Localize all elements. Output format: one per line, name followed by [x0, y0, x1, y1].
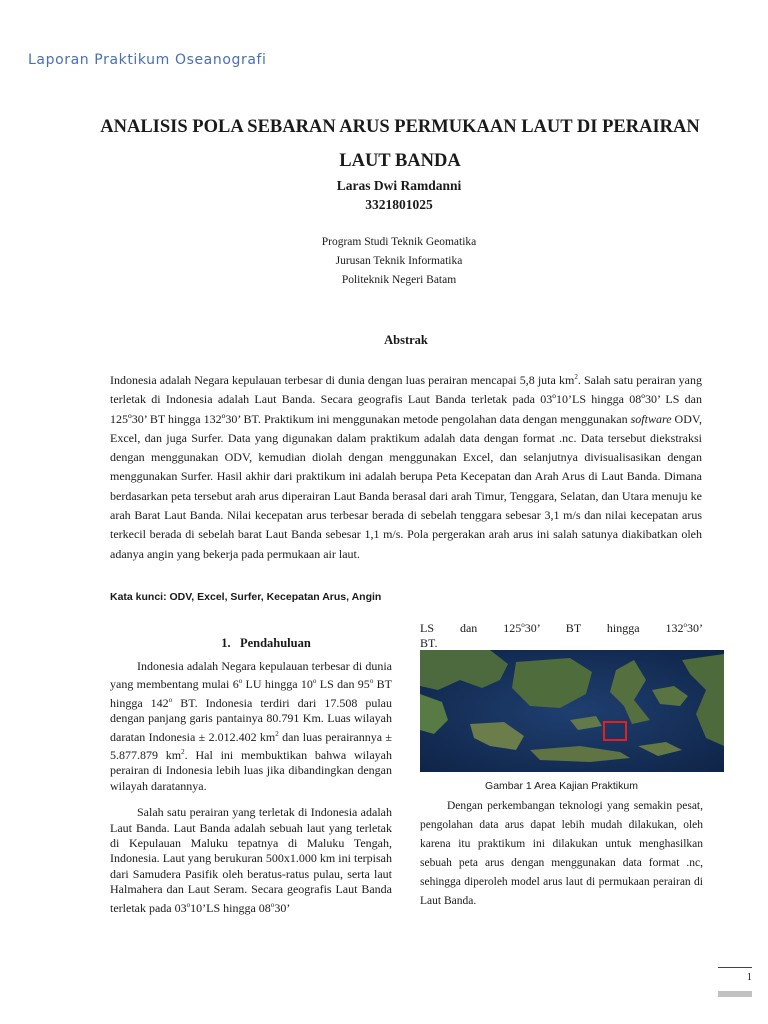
- text-run: LS dan 125: [420, 621, 522, 635]
- abstract-part: . Salah satu perairan yang terletak di Indonesia adalah Laut Banda. Secara geografis Laut Banda terletak pada 03º10’LS hingga 08º30’ LS dan 125º30’ BT hingga 132º30’ BT. Praktikum ini menggunakan metode pengolahan data dengan menggunakan: [110, 373, 702, 426]
- abstract-text: [110, 368, 702, 564]
- abstract-heading: Abstrak: [384, 333, 428, 347]
- affiliation-department: Jurusan Teknik Informatika: [335, 255, 463, 267]
- right-column-continuation: [420, 618, 703, 651]
- text-run: 30’: [687, 621, 703, 635]
- author-block: [0, 176, 768, 214]
- author-id: 3321801025: [365, 197, 433, 212]
- continued-line: [420, 618, 703, 636]
- text-run: BT hingga 142: [110, 677, 392, 710]
- author-name: Laras Dwi Ramdanni: [336, 178, 462, 193]
- text-run: BT. Indonesia terdiri dari 17.508 pulau dengan panjang garis pantainya 80.791 Km. Luas wilayah daratan Indonesia ± 2.012.402 km: [110, 695, 393, 744]
- intro-paragraph-1: [110, 659, 392, 794]
- superscript: o: [270, 900, 275, 909]
- superscript: o: [521, 621, 525, 629]
- text-run: LS dan 95: [316, 677, 370, 692]
- page-number-bar: [718, 991, 752, 997]
- text-run: LU hingga 10: [242, 677, 313, 692]
- text-run: dan luas perairannya ± 5.877.879 km: [110, 729, 392, 763]
- intro-paragraph-3: Dengan perkembangan teknologi yang semakin pesat, pengolahan data arus dapat lebih mudah dilakukan, oleh karena itu praktikum ini dilakukan untuk menghasilkan sebuah peta arus dengan menggunakan data format .nc, sehingga diperoleh model arus laut di permukaan perairan di Laut Banda.: [420, 800, 703, 907]
- text-run: Salah satu perairan yang terletak di Indonesia adalah Laut Banda. Laut Banda adalah sebuah laut yang terletak di Kepulauan Maluku tepatnya di Maluku Tengah, Indonesia. Laut yang berukuran 500x1.000 km ini terpisah dari Samudera Pasifik oleh beratus-ratus pulau, serta laut Halmahera dan Laut Seram. Secara geografis Laut Banda terletak pada 03: [110, 805, 392, 915]
- study-area-map-image: [420, 650, 724, 772]
- abstract-part: Indonesia adalah Negara kepulauan terbesar di dunia dengan luas perairan mencapai 5,8 juta km: [110, 373, 575, 387]
- intro-paragraph-2: [110, 805, 392, 916]
- text-run: 30’: [274, 900, 291, 915]
- left-column: [110, 632, 392, 916]
- text-run: Indonesia adalah Negara kepulauan terbesar di dunia yang membentang mulai 6: [110, 659, 392, 692]
- paper-title: ANALISIS POLA SEBARAN ARUS PERMUKAAN LAUT DI PERAIRAN LAUT BANDA: [100, 117, 700, 171]
- page-number: 1: [746, 972, 752, 983]
- figure-caption: Gambar 1 Area Kajian Praktikum: [485, 780, 638, 792]
- superscript: o: [312, 677, 317, 686]
- page-number-rule: [718, 967, 752, 968]
- superscript: o: [683, 621, 687, 629]
- keywords: Kata kunci: ODV, Excel, Surfer, Kecepatan Arus, Angin: [110, 591, 382, 603]
- section-title: 1. Pendahuluan: [221, 636, 311, 650]
- abstract-emphasis: software: [630, 411, 672, 426]
- superscript: o: [369, 677, 374, 686]
- text-run: 30’ BT hingga 132: [524, 621, 684, 635]
- superscript: o: [168, 695, 173, 704]
- affiliation-program: Program Studi Teknik Geomatika: [321, 236, 477, 248]
- superscript: 2: [181, 748, 185, 757]
- continued-line-end: BT.: [420, 636, 438, 650]
- text-run: 10’LS hingga 08: [190, 900, 271, 915]
- superscript: 2: [574, 373, 578, 381]
- superscript: o: [238, 677, 243, 686]
- superscript: 2: [275, 729, 279, 738]
- satellite-map-icon: [420, 650, 724, 772]
- text-run: . Hal ini membuktikan bahwa wilayah perairan di Indonesia lebih luas jika dibandingkan dengan wilayah daratannya.: [110, 748, 392, 793]
- abstract-part: ODV, Excel, dan juga Surfer. Data yang digunakan dalam praktikum adalah data dengan format .nc. Data tersebut diekstraksi dengan menggunakan ODV, kemudian diolah dengan menggunakan Excel, dan selanjutnya divisualisasikan dengan menggunakan Surfer. Hasil akhir dari praktikum ini adalah berupa Peta Kecepatan dan Arah Arus di Laut Banda. Dimana berdasarkan peta tersebut arah arus diperairan Laut Banda berasal dari arah Timur, Tenggara, Selatan, dan Utara menuju ke arah Barat Laut Banda. Nilai kecepatan arus terbesar berada di sebelah tenggara sebesar 3,1 m/s dan nilai kecepatan arus terkecil berada di sebelah barat Laut Banda sebesar 1,1 m/s. Pola pergerakan arah arus ini salah satunya diakibatkan oleh adanya angin yang bekerja pada permukaan air laut.: [110, 411, 702, 561]
- affiliation-block: [0, 233, 768, 290]
- running-header: Laporan Praktikum Oseanografi: [28, 52, 267, 68]
- affiliation-institution: Politeknik Negeri Batam: [341, 274, 457, 286]
- superscript: o: [186, 900, 191, 909]
